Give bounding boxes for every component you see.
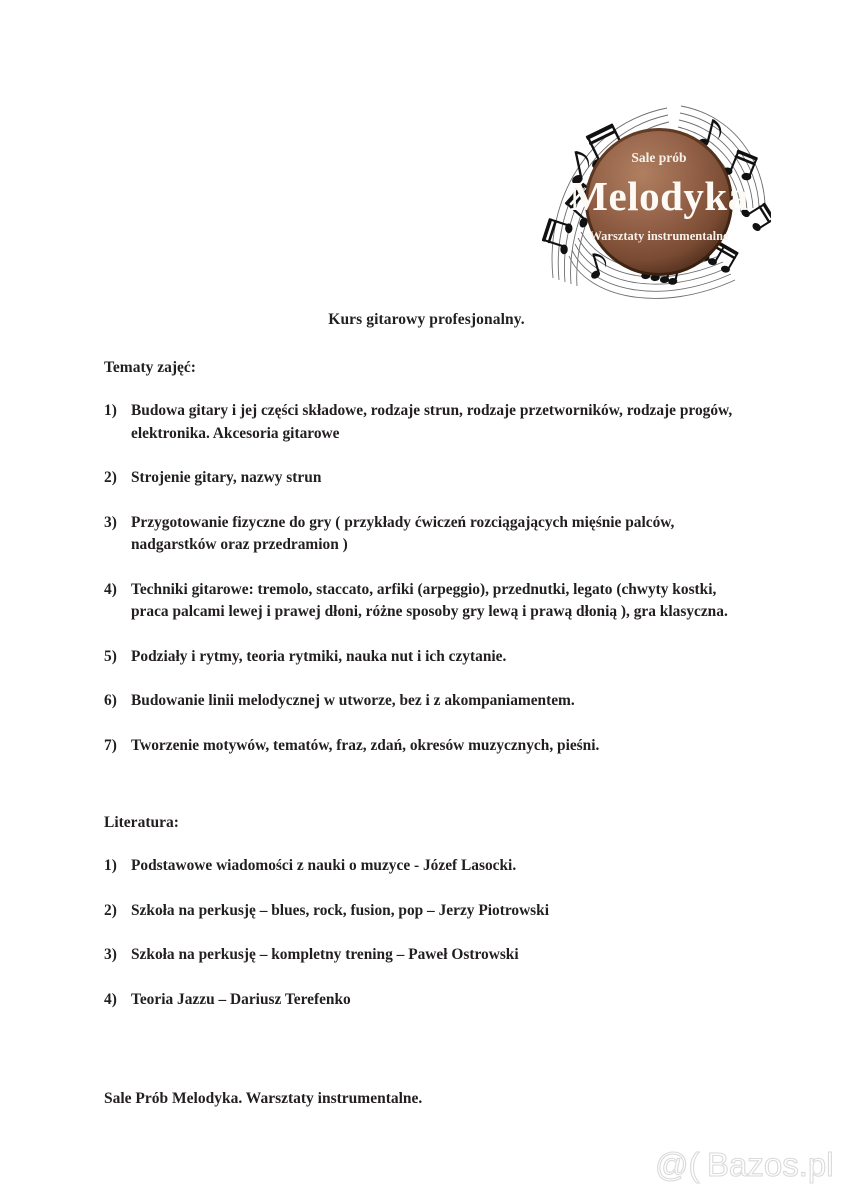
footer-spacer (0, 1011, 849, 1073)
melodyka-logo (539, 100, 771, 312)
list-item-text: Techniki gitarowe: tremolo, staccato, arfiki (arpeggio), przednutki, legato (chwyty kostki, praca palcami lewej i prawej dłoni, różne sposoby gry lewą i prawą dłonią ), gra klasyczna. (131, 580, 728, 620)
list-item-number: 7) (104, 736, 117, 754)
literature-heading: Literatura: (104, 814, 179, 831)
topics-heading: Tematy zajęć: (104, 359, 196, 376)
list-item (0, 467, 849, 490)
list-item-number: 3) (104, 513, 117, 531)
list-item (0, 512, 849, 557)
list-item-text: Teoria Jazzu – Dariusz Terefenko (131, 990, 351, 1008)
list-item-text: Tworzenie motywów, tematów, fraz, zdań, okresów muzycznych, pieśni. (131, 736, 600, 754)
document-body (0, 310, 849, 1124)
topics-list (0, 400, 849, 757)
logo-bottom-text: Warsztaty instrumentalne (589, 229, 729, 243)
bazos-watermark (655, 1145, 840, 1187)
list-item (0, 944, 849, 967)
list-item-text: Podziały i rytmy, teoria rytmiki, nauka nut i ich czytanie. (131, 647, 507, 665)
list-item-number: 1) (104, 402, 117, 419)
list-item (0, 646, 849, 669)
list-item-text: Szkoła na perkusję – kompletny trening – Paweł Ostrowski (131, 946, 519, 963)
literature-list (0, 855, 849, 1011)
list-item-number: 2) (104, 469, 117, 486)
logo-graphic (539, 100, 771, 312)
list-item-text: Strojenie gitary, nazwy strun (131, 469, 322, 486)
list-item-text: Budowanie linii melodycznej w utworze, bez i z akompaniamentem. (131, 692, 575, 709)
list-item-text: Przygotowanie fizyczne do gry ( przykłady ćwiczeń rozciągających mięśnie palców, nadgarstków oraz przedramion ) (131, 513, 675, 553)
list-item-number: 4) (104, 580, 117, 598)
watermark-symbol: @( (655, 1146, 700, 1183)
list-item-number: 3) (104, 946, 117, 963)
logo-top-text: Sale prób (631, 150, 687, 165)
list-item-text: Podstawowe wiadomości z nauki o muzyce - Józef Lasocki. (131, 857, 517, 874)
list-item (0, 989, 849, 1012)
list-item-text: Budowa gitary i jej części składowe, rodzaje strun, rodzaje przetworników, rodzaje progów, elektronika. Akcesoria gitarowe (131, 402, 733, 442)
watermark-graphic (655, 1145, 840, 1187)
list-item (0, 855, 849, 878)
list-item (0, 735, 849, 758)
page-title: Kurs gitarowy profesjonalny. (328, 311, 525, 328)
footer-text: Sale Prób Melodyka. Warsztaty instrumentalne. (104, 1089, 423, 1107)
list-item-number: 5) (104, 647, 117, 665)
list-item-number: 2) (104, 901, 117, 919)
list-item-number: 1) (104, 857, 117, 874)
list-item (0, 579, 849, 624)
list-item (0, 690, 849, 713)
list-item (0, 900, 849, 923)
watermark-label: Bazos.pl (707, 1146, 834, 1183)
list-item-text: Szkoła na perkusję – blues, rock, fusion, pop – Jerzy Piotrowski (131, 901, 550, 919)
list-item (0, 400, 849, 445)
section-spacer (0, 757, 849, 813)
logo-main-text: Melodyka (569, 173, 749, 219)
list-item-number: 6) (104, 692, 117, 709)
list-item-number: 4) (104, 990, 117, 1008)
